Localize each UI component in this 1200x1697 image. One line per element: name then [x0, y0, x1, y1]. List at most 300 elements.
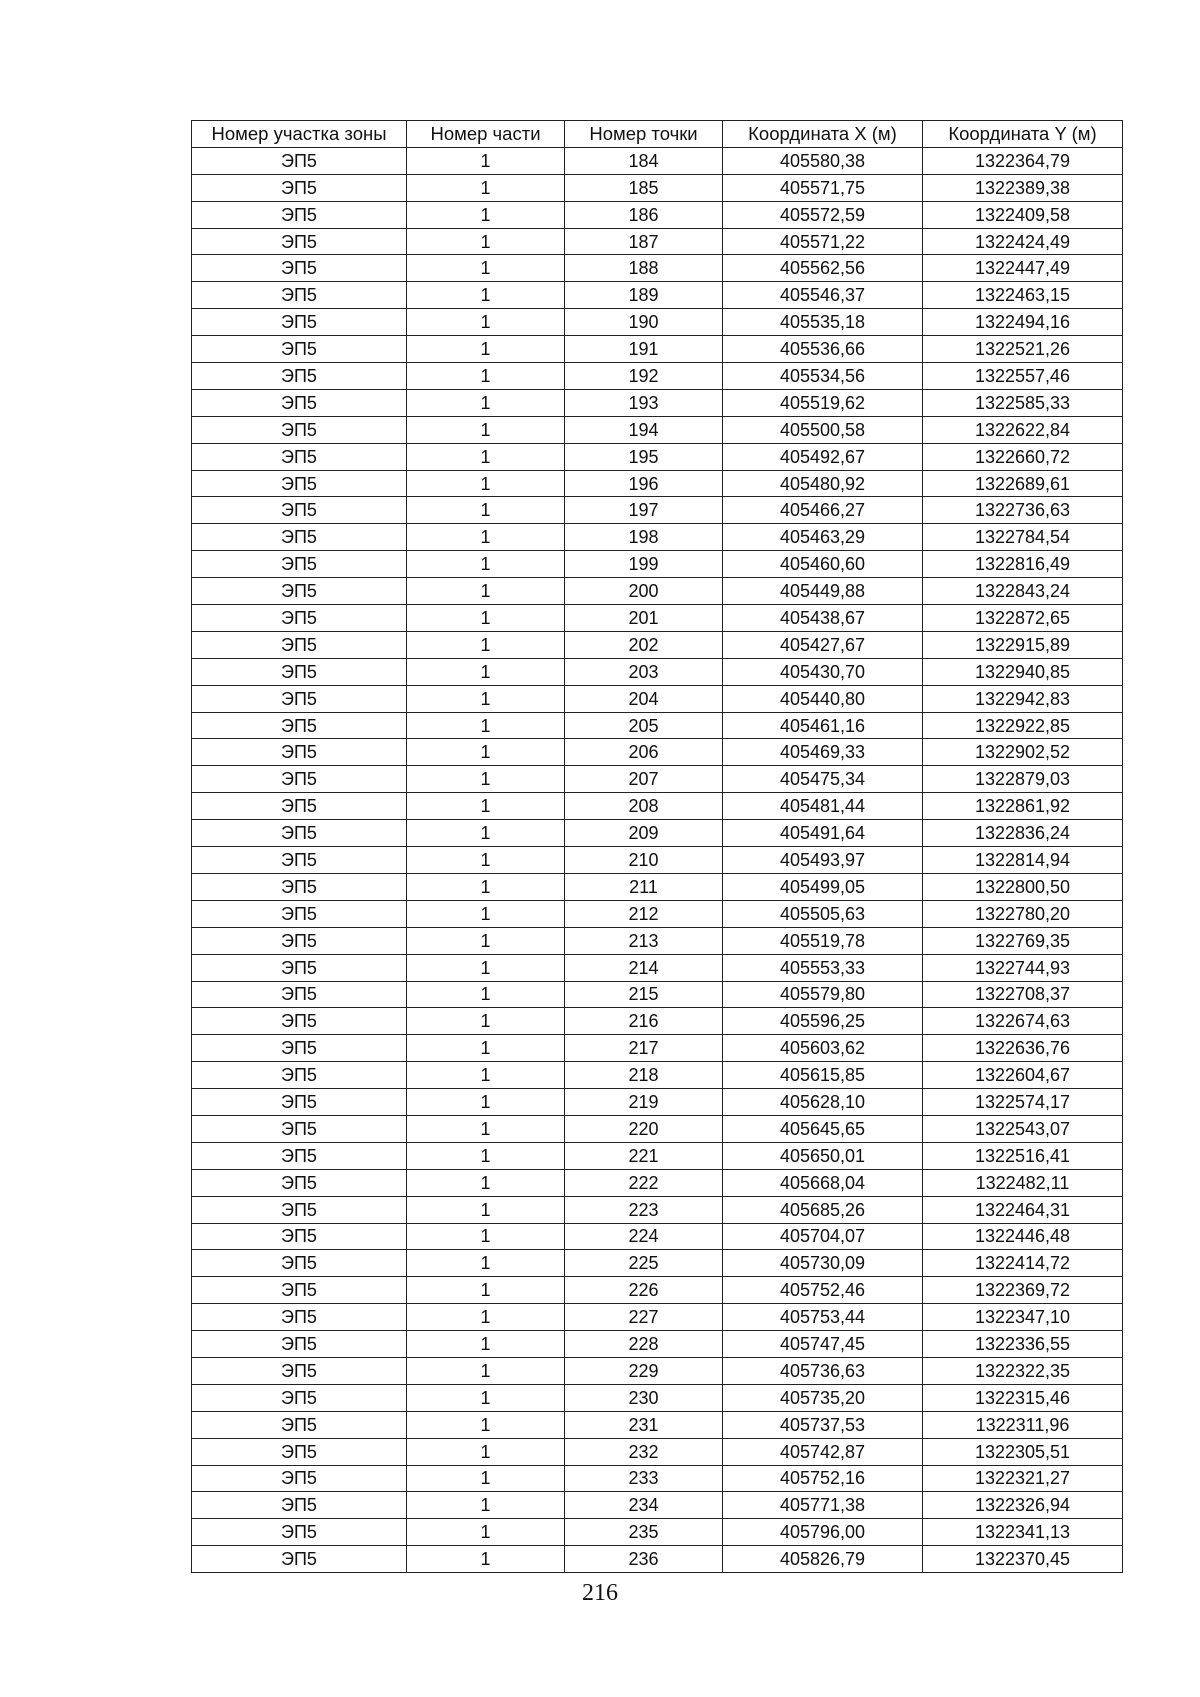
cell-coordinate-x: 405475,34 — [723, 766, 923, 793]
table-row — [192, 147, 1123, 174]
cell-part-number: 1 — [407, 578, 565, 605]
table-row — [192, 793, 1123, 820]
table-row — [192, 658, 1123, 685]
cell-point-number: 236 — [565, 1546, 723, 1573]
cell-zone-section: ЭП5 — [192, 712, 407, 739]
cell-coordinate-x: 405796,00 — [723, 1519, 923, 1546]
cell-coordinate-x: 405645,65 — [723, 1115, 923, 1142]
table-row — [192, 389, 1123, 416]
cell-point-number: 233 — [565, 1465, 723, 1492]
cell-zone-section: ЭП5 — [192, 1062, 407, 1089]
cell-coordinate-y: 1322800,50 — [923, 873, 1123, 900]
cell-coordinate-x: 405491,64 — [723, 820, 923, 847]
cell-part-number: 1 — [407, 1519, 565, 1546]
cell-point-number: 187 — [565, 228, 723, 255]
cell-part-number: 1 — [407, 282, 565, 309]
cell-coordinate-x: 405571,22 — [723, 228, 923, 255]
cell-zone-section: ЭП5 — [192, 228, 407, 255]
cell-zone-section: ЭП5 — [192, 1089, 407, 1116]
cell-part-number: 1 — [407, 1223, 565, 1250]
cell-point-number: 189 — [565, 282, 723, 309]
cell-coordinate-y: 1322879,03 — [923, 766, 1123, 793]
cell-coordinate-x: 405580,38 — [723, 147, 923, 174]
cell-zone-section: ЭП5 — [192, 1438, 407, 1465]
cell-point-number: 204 — [565, 685, 723, 712]
cell-point-number: 217 — [565, 1035, 723, 1062]
cell-coordinate-y: 1322784,54 — [923, 524, 1123, 551]
cell-point-number: 196 — [565, 470, 723, 497]
cell-coordinate-y: 1322557,46 — [923, 363, 1123, 390]
cell-zone-section: ЭП5 — [192, 1223, 407, 1250]
header-point-number: Номер точки — [565, 121, 723, 148]
cell-coordinate-x: 405493,97 — [723, 847, 923, 874]
cell-zone-section: ЭП5 — [192, 1277, 407, 1304]
header-coordinate-y: Координата Y (м) — [923, 121, 1123, 148]
cell-point-number: 201 — [565, 605, 723, 632]
cell-coordinate-x: 405752,16 — [723, 1465, 923, 1492]
table-row — [192, 1169, 1123, 1196]
table-row — [192, 605, 1123, 632]
table-row — [192, 1519, 1123, 1546]
cell-coordinate-x: 405742,87 — [723, 1438, 923, 1465]
table-row — [192, 766, 1123, 793]
cell-zone-section: ЭП5 — [192, 793, 407, 820]
cell-coordinate-y: 1322872,65 — [923, 605, 1123, 632]
cell-part-number: 1 — [407, 847, 565, 874]
cell-part-number: 1 — [407, 766, 565, 793]
cell-zone-section: ЭП5 — [192, 363, 407, 390]
cell-point-number: 218 — [565, 1062, 723, 1089]
table-row — [192, 712, 1123, 739]
table-row — [192, 1465, 1123, 1492]
cell-zone-section: ЭП5 — [192, 147, 407, 174]
cell-coordinate-y: 1322915,89 — [923, 631, 1123, 658]
cell-coordinate-x: 405704,07 — [723, 1223, 923, 1250]
cell-zone-section: ЭП5 — [192, 255, 407, 282]
cell-coordinate-x: 405615,85 — [723, 1062, 923, 1089]
table-row — [192, 443, 1123, 470]
cell-part-number: 1 — [407, 1035, 565, 1062]
cell-zone-section: ЭП5 — [192, 524, 407, 551]
cell-part-number: 1 — [407, 1465, 565, 1492]
cell-point-number: 225 — [565, 1250, 723, 1277]
cell-point-number: 214 — [565, 954, 723, 981]
cell-coordinate-x: 405735,20 — [723, 1384, 923, 1411]
cell-coordinate-x: 405480,92 — [723, 470, 923, 497]
table-row — [192, 1304, 1123, 1331]
cell-coordinate-y: 1322482,11 — [923, 1169, 1123, 1196]
cell-zone-section: ЭП5 — [192, 631, 407, 658]
cell-part-number: 1 — [407, 1411, 565, 1438]
cell-part-number: 1 — [407, 470, 565, 497]
table-row — [192, 174, 1123, 201]
table-row — [192, 470, 1123, 497]
cell-coordinate-x: 405579,80 — [723, 981, 923, 1008]
cell-part-number: 1 — [407, 605, 565, 632]
table-row — [192, 336, 1123, 363]
cell-part-number: 1 — [407, 363, 565, 390]
cell-point-number: 188 — [565, 255, 723, 282]
cell-part-number: 1 — [407, 1196, 565, 1223]
cell-coordinate-y: 1322464,31 — [923, 1196, 1123, 1223]
cell-coordinate-y: 1322424,49 — [923, 228, 1123, 255]
cell-zone-section: ЭП5 — [192, 981, 407, 1008]
cell-point-number: 210 — [565, 847, 723, 874]
cell-point-number: 206 — [565, 739, 723, 766]
cell-part-number: 1 — [407, 927, 565, 954]
cell-point-number: 207 — [565, 766, 723, 793]
cell-coordinate-y: 1322414,72 — [923, 1250, 1123, 1277]
cell-point-number: 219 — [565, 1089, 723, 1116]
table-row — [192, 1411, 1123, 1438]
cell-coordinate-y: 1322689,61 — [923, 470, 1123, 497]
cell-point-number: 224 — [565, 1223, 723, 1250]
cell-coordinate-y: 1322940,85 — [923, 658, 1123, 685]
cell-part-number: 1 — [407, 1142, 565, 1169]
cell-point-number: 190 — [565, 309, 723, 336]
cell-point-number: 216 — [565, 1008, 723, 1035]
cell-coordinate-x: 405505,63 — [723, 900, 923, 927]
cell-coordinate-x: 405562,56 — [723, 255, 923, 282]
cell-part-number: 1 — [407, 981, 565, 1008]
cell-coordinate-y: 1322305,51 — [923, 1438, 1123, 1465]
cell-coordinate-x: 405753,44 — [723, 1304, 923, 1331]
cell-zone-section: ЭП5 — [192, 1008, 407, 1035]
cell-coordinate-y: 1322322,35 — [923, 1357, 1123, 1384]
cell-coordinate-x: 405771,38 — [723, 1492, 923, 1519]
cell-zone-section: ЭП5 — [192, 685, 407, 712]
cell-coordinate-x: 405427,67 — [723, 631, 923, 658]
cell-zone-section: ЭП5 — [192, 416, 407, 443]
table-row — [192, 981, 1123, 1008]
cell-coordinate-x: 405469,33 — [723, 739, 923, 766]
cell-coordinate-y: 1322447,49 — [923, 255, 1123, 282]
cell-coordinate-x: 405752,46 — [723, 1277, 923, 1304]
cell-coordinate-x: 405650,01 — [723, 1142, 923, 1169]
cell-zone-section: ЭП5 — [192, 336, 407, 363]
cell-part-number: 1 — [407, 1492, 565, 1519]
cell-coordinate-y: 1322446,48 — [923, 1223, 1123, 1250]
cell-point-number: 208 — [565, 793, 723, 820]
cell-point-number: 194 — [565, 416, 723, 443]
cell-coordinate-y: 1322494,16 — [923, 309, 1123, 336]
cell-coordinate-x: 405519,62 — [723, 389, 923, 416]
cell-coordinate-x: 405736,63 — [723, 1357, 923, 1384]
cell-coordinate-y: 1322660,72 — [923, 443, 1123, 470]
cell-part-number: 1 — [407, 1384, 565, 1411]
cell-point-number: 209 — [565, 820, 723, 847]
cell-part-number: 1 — [407, 497, 565, 524]
cell-point-number: 220 — [565, 1115, 723, 1142]
cell-part-number: 1 — [407, 658, 565, 685]
cell-coordinate-x: 405535,18 — [723, 309, 923, 336]
cell-part-number: 1 — [407, 1357, 565, 1384]
cell-zone-section: ЭП5 — [192, 309, 407, 336]
cell-coordinate-x: 405519,78 — [723, 927, 923, 954]
cell-part-number: 1 — [407, 685, 565, 712]
cell-coordinate-y: 1322326,94 — [923, 1492, 1123, 1519]
table-body — [192, 147, 1123, 1572]
cell-coordinate-y: 1322902,52 — [923, 739, 1123, 766]
cell-part-number: 1 — [407, 1277, 565, 1304]
cell-coordinate-y: 1322463,15 — [923, 282, 1123, 309]
cell-coordinate-x: 405747,45 — [723, 1331, 923, 1358]
cell-part-number: 1 — [407, 228, 565, 255]
cell-point-number: 191 — [565, 336, 723, 363]
cell-part-number: 1 — [407, 793, 565, 820]
cell-part-number: 1 — [407, 551, 565, 578]
cell-point-number: 203 — [565, 658, 723, 685]
cell-zone-section: ЭП5 — [192, 1519, 407, 1546]
cell-zone-section: ЭП5 — [192, 1546, 407, 1573]
cell-coordinate-y: 1322370,45 — [923, 1546, 1123, 1573]
cell-point-number: 184 — [565, 147, 723, 174]
cell-part-number: 1 — [407, 389, 565, 416]
table-row — [192, 1196, 1123, 1223]
table-row — [192, 739, 1123, 766]
cell-point-number: 213 — [565, 927, 723, 954]
page-number: 216 — [582, 1580, 618, 1606]
cell-zone-section: ЭП5 — [192, 1196, 407, 1223]
cell-coordinate-y: 1322409,58 — [923, 201, 1123, 228]
cell-coordinate-x: 405500,58 — [723, 416, 923, 443]
cell-point-number: 232 — [565, 1438, 723, 1465]
cell-zone-section: ЭП5 — [192, 1169, 407, 1196]
table-row — [192, 1492, 1123, 1519]
cell-coordinate-y: 1322311,96 — [923, 1411, 1123, 1438]
cell-point-number: 192 — [565, 363, 723, 390]
cell-zone-section: ЭП5 — [192, 739, 407, 766]
cell-coordinate-y: 1322574,17 — [923, 1089, 1123, 1116]
cell-zone-section: ЭП5 — [192, 1384, 407, 1411]
cell-coordinate-x: 405737,53 — [723, 1411, 923, 1438]
cell-coordinate-y: 1322674,63 — [923, 1008, 1123, 1035]
cell-part-number: 1 — [407, 1008, 565, 1035]
cell-coordinate-y: 1322622,84 — [923, 416, 1123, 443]
cell-coordinate-y: 1322516,41 — [923, 1142, 1123, 1169]
cell-coordinate-y: 1322922,85 — [923, 712, 1123, 739]
cell-point-number: 199 — [565, 551, 723, 578]
table-row — [192, 1277, 1123, 1304]
cell-coordinate-x: 405499,05 — [723, 873, 923, 900]
cell-coordinate-y: 1322315,46 — [923, 1384, 1123, 1411]
header-part-number: Номер части — [407, 121, 565, 148]
cell-part-number: 1 — [407, 954, 565, 981]
cell-part-number: 1 — [407, 416, 565, 443]
cell-zone-section: ЭП5 — [192, 847, 407, 874]
cell-zone-section: ЭП5 — [192, 443, 407, 470]
cell-point-number: 195 — [565, 443, 723, 470]
cell-coordinate-x: 405449,88 — [723, 578, 923, 605]
table-row — [192, 282, 1123, 309]
cell-coordinate-y: 1322816,49 — [923, 551, 1123, 578]
cell-point-number: 229 — [565, 1357, 723, 1384]
cell-coordinate-y: 1322836,24 — [923, 820, 1123, 847]
cell-coordinate-y: 1322585,33 — [923, 389, 1123, 416]
cell-zone-section: ЭП5 — [192, 1465, 407, 1492]
cell-part-number: 1 — [407, 1331, 565, 1358]
cell-zone-section: ЭП5 — [192, 1411, 407, 1438]
table-row — [192, 255, 1123, 282]
coordinates-table — [191, 120, 1123, 1573]
table-row — [192, 1035, 1123, 1062]
header-zone-section-number: Номер участка зоны — [192, 121, 407, 148]
table-row — [192, 1062, 1123, 1089]
cell-part-number: 1 — [407, 255, 565, 282]
cell-part-number: 1 — [407, 443, 565, 470]
cell-part-number: 1 — [407, 873, 565, 900]
cell-coordinate-x: 405628,10 — [723, 1089, 923, 1116]
cell-coordinate-x: 405571,75 — [723, 174, 923, 201]
cell-point-number: 223 — [565, 1196, 723, 1223]
table-row — [192, 927, 1123, 954]
cell-point-number: 230 — [565, 1384, 723, 1411]
cell-zone-section: ЭП5 — [192, 1304, 407, 1331]
table-row — [192, 873, 1123, 900]
cell-point-number: 231 — [565, 1411, 723, 1438]
table-row — [192, 631, 1123, 658]
table-row — [192, 1250, 1123, 1277]
cell-zone-section: ЭП5 — [192, 497, 407, 524]
cell-coordinate-y: 1322708,37 — [923, 981, 1123, 1008]
cell-part-number: 1 — [407, 712, 565, 739]
cell-coordinate-y: 1322814,94 — [923, 847, 1123, 874]
cell-coordinate-x: 405603,62 — [723, 1035, 923, 1062]
table-row — [192, 1357, 1123, 1384]
cell-coordinate-y: 1322744,93 — [923, 954, 1123, 981]
cell-zone-section: ЭП5 — [192, 927, 407, 954]
cell-coordinate-x: 405461,16 — [723, 712, 923, 739]
cell-coordinate-y: 1322341,13 — [923, 1519, 1123, 1546]
cell-point-number: 200 — [565, 578, 723, 605]
cell-part-number: 1 — [407, 524, 565, 551]
cell-point-number: 198 — [565, 524, 723, 551]
cell-part-number: 1 — [407, 1250, 565, 1277]
cell-part-number: 1 — [407, 739, 565, 766]
cell-zone-section: ЭП5 — [192, 1035, 407, 1062]
cell-zone-section: ЭП5 — [192, 470, 407, 497]
cell-coordinate-x: 405596,25 — [723, 1008, 923, 1035]
cell-coordinate-y: 1322604,67 — [923, 1062, 1123, 1089]
cell-point-number: 235 — [565, 1519, 723, 1546]
cell-zone-section: ЭП5 — [192, 1331, 407, 1358]
cell-coordinate-x: 405466,27 — [723, 497, 923, 524]
cell-coordinate-x: 405481,44 — [723, 793, 923, 820]
cell-zone-section: ЭП5 — [192, 578, 407, 605]
table-row — [192, 309, 1123, 336]
table-row — [192, 1223, 1123, 1250]
cell-coordinate-y: 1322736,63 — [923, 497, 1123, 524]
cell-zone-section: ЭП5 — [192, 954, 407, 981]
cell-zone-section: ЭП5 — [192, 605, 407, 632]
table-row — [192, 1008, 1123, 1035]
cell-coordinate-y: 1322521,26 — [923, 336, 1123, 363]
cell-point-number: 211 — [565, 873, 723, 900]
cell-coordinate-y: 1322369,72 — [923, 1277, 1123, 1304]
cell-coordinate-y: 1322861,92 — [923, 793, 1123, 820]
cell-zone-section: ЭП5 — [192, 658, 407, 685]
table-row — [192, 228, 1123, 255]
table-row — [192, 1142, 1123, 1169]
table-row — [192, 820, 1123, 847]
cell-coordinate-x: 405463,29 — [723, 524, 923, 551]
cell-point-number: 227 — [565, 1304, 723, 1331]
cell-point-number: 222 — [565, 1169, 723, 1196]
cell-zone-section: ЭП5 — [192, 1492, 407, 1519]
cell-zone-section: ЭП5 — [192, 551, 407, 578]
cell-coordinate-x: 405440,80 — [723, 685, 923, 712]
table-row — [192, 1546, 1123, 1573]
cell-part-number: 1 — [407, 201, 565, 228]
cell-zone-section: ЭП5 — [192, 201, 407, 228]
cell-part-number: 1 — [407, 1169, 565, 1196]
cell-zone-section: ЭП5 — [192, 1115, 407, 1142]
cell-zone-section: ЭП5 — [192, 1357, 407, 1384]
cell-coordinate-x: 405430,70 — [723, 658, 923, 685]
table-header-row — [192, 121, 1123, 148]
cell-coordinate-y: 1322769,35 — [923, 927, 1123, 954]
cell-coordinate-y: 1322543,07 — [923, 1115, 1123, 1142]
table-row — [192, 201, 1123, 228]
cell-coordinate-x: 405685,26 — [723, 1196, 923, 1223]
cell-coordinate-x: 405438,67 — [723, 605, 923, 632]
cell-zone-section: ЭП5 — [192, 1250, 407, 1277]
cell-point-number: 212 — [565, 900, 723, 927]
cell-point-number: 205 — [565, 712, 723, 739]
cell-part-number: 1 — [407, 1062, 565, 1089]
cell-part-number: 1 — [407, 1304, 565, 1331]
cell-part-number: 1 — [407, 309, 565, 336]
header-coordinate-x: Координата X (м) — [723, 121, 923, 148]
table-row — [192, 363, 1123, 390]
cell-point-number: 234 — [565, 1492, 723, 1519]
table-row — [192, 416, 1123, 443]
cell-coordinate-x: 405826,79 — [723, 1546, 923, 1573]
cell-zone-section: ЭП5 — [192, 282, 407, 309]
cell-part-number: 1 — [407, 174, 565, 201]
cell-part-number: 1 — [407, 1115, 565, 1142]
cell-point-number: 202 — [565, 631, 723, 658]
table-row — [192, 900, 1123, 927]
cell-coordinate-x: 405492,67 — [723, 443, 923, 470]
cell-part-number: 1 — [407, 1438, 565, 1465]
cell-coordinate-x: 405553,33 — [723, 954, 923, 981]
cell-zone-section: ЭП5 — [192, 174, 407, 201]
table-row — [192, 1331, 1123, 1358]
cell-coordinate-x: 405572,59 — [723, 201, 923, 228]
cell-part-number: 1 — [407, 631, 565, 658]
cell-zone-section: ЭП5 — [192, 873, 407, 900]
cell-zone-section: ЭП5 — [192, 900, 407, 927]
cell-point-number: 186 — [565, 201, 723, 228]
cell-point-number: 226 — [565, 1277, 723, 1304]
table-row — [192, 551, 1123, 578]
cell-zone-section: ЭП5 — [192, 1142, 407, 1169]
cell-coordinate-x: 405460,60 — [723, 551, 923, 578]
cell-part-number: 1 — [407, 1546, 565, 1573]
table-row — [192, 497, 1123, 524]
cell-part-number: 1 — [407, 147, 565, 174]
table-row — [192, 1384, 1123, 1411]
table-row — [192, 685, 1123, 712]
cell-point-number: 185 — [565, 174, 723, 201]
cell-zone-section: ЭП5 — [192, 389, 407, 416]
table-row — [192, 954, 1123, 981]
cell-point-number: 228 — [565, 1331, 723, 1358]
cell-coordinate-x: 405546,37 — [723, 282, 923, 309]
cell-coordinate-x: 405536,66 — [723, 336, 923, 363]
cell-zone-section: ЭП5 — [192, 766, 407, 793]
